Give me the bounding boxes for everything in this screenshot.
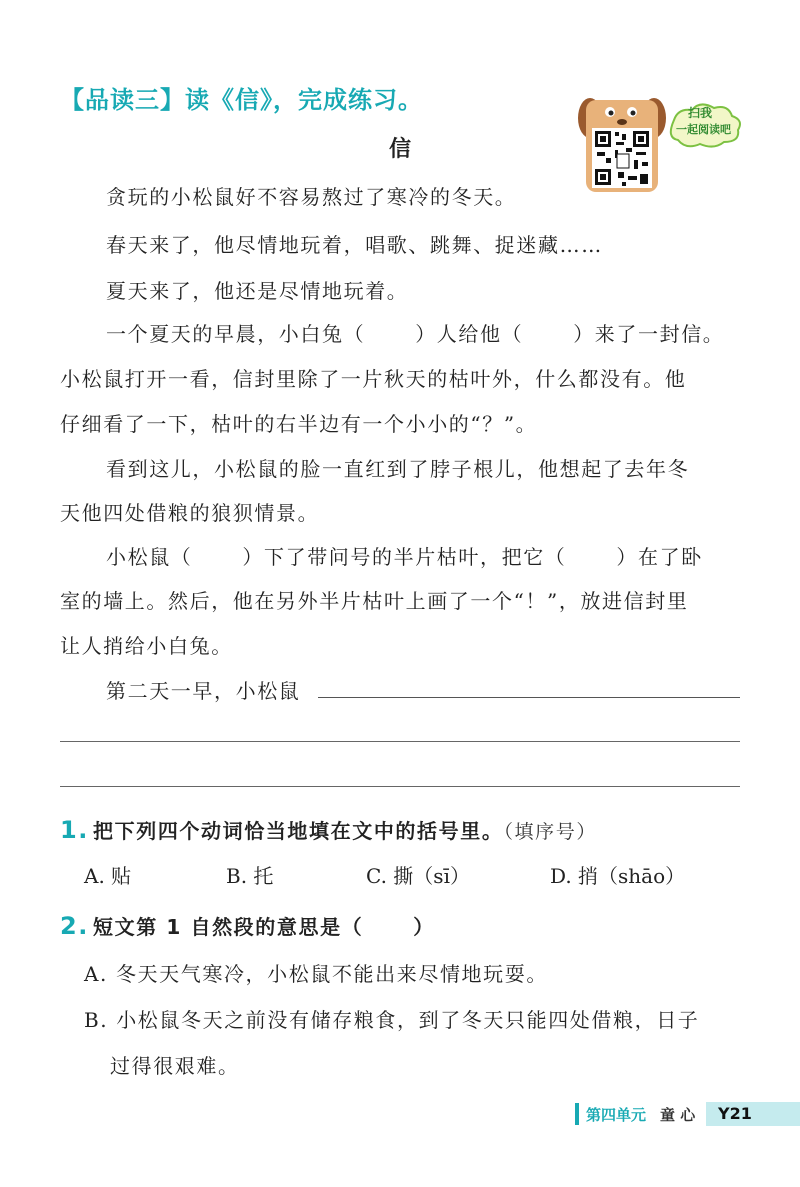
- q2-option-b[interactable]: B. 小松鼠冬天之前没有储存粮食，到了冬天只能四处借粮，日子: [84, 1008, 700, 1032]
- question-2-text: 短文第 1 自然段的意思是（: [93, 915, 364, 939]
- paragraph-6-line-1: [106, 541, 703, 570]
- paragraph-3: 夏天来了，他还是尽情地玩着。: [106, 279, 409, 303]
- story-title: 信: [388, 137, 411, 162]
- paragraph-4-line-1: [106, 318, 724, 347]
- paragraph-6-line-3: 让人捎给小白兔。: [60, 634, 233, 658]
- footer-accent-bar: [575, 1103, 579, 1125]
- qr-caption-line1: 扫我: [688, 106, 713, 120]
- paragraph-4-line-3: 仔细看了一下，枯叶的右半边有一个小小的“？”。: [60, 412, 538, 436]
- p4-part-a: 一个夏天的早晨，小白兔（: [106, 322, 366, 346]
- q2-option-a[interactable]: A. 冬天天气寒冷，小松鼠不能出来尽情地玩耍。: [84, 962, 548, 986]
- paragraph-2: 春天来了，他尽情地玩着，唱歌、跳舞、捉迷藏……: [106, 233, 603, 257]
- question-2-close: ）: [413, 915, 435, 939]
- q1-option-d[interactable]: D. 捎（shāo）: [550, 864, 686, 888]
- p6-part-c: ）在了卧: [616, 545, 703, 569]
- answer-line-2[interactable]: [60, 741, 740, 742]
- p4-part-b: ）人给他（: [415, 322, 524, 346]
- question-1-number: 1.: [60, 816, 90, 844]
- answer-line-1[interactable]: [318, 697, 740, 698]
- answer-line-3[interactable]: [60, 786, 740, 787]
- footer-title: 童 心: [660, 1106, 696, 1124]
- question-2: [60, 911, 435, 940]
- page-number: Y21: [706, 1102, 800, 1126]
- footer-unit: 第四单元: [586, 1106, 647, 1124]
- q1-option-c[interactable]: C. 撕（sī）: [366, 864, 470, 888]
- section-heading: 【品读三】读《信》，完成练习。: [60, 86, 423, 114]
- question-1: [60, 815, 597, 844]
- q1-option-b[interactable]: B. 托: [226, 864, 274, 888]
- q2-option-b-cont: 过得很艰难。: [110, 1054, 240, 1078]
- paragraph-4-line-2: 小松鼠打开一看，信封里除了一片秋天的枯叶外，什么都没有。他: [60, 367, 687, 391]
- q1-option-a[interactable]: A. 贴: [84, 864, 132, 888]
- p4-part-c: ）来了一封信。: [573, 322, 725, 346]
- question-1-text: 把下列四个动词恰当地填在文中的括号里。: [93, 819, 504, 843]
- paragraph-6-line-2: 室的墙上。然后，他在另外半片枯叶上画了一个“！”，放进信封里: [60, 589, 689, 613]
- paragraph-5-line-2: 天他四处借粮的狼狈情景。: [60, 501, 320, 525]
- paragraph-5-line-1: 看到这儿，小松鼠的脸一直红到了脖子根儿，他想起了去年冬: [106, 457, 690, 481]
- p6-part-a: 小松鼠（: [106, 545, 193, 569]
- qr-caption-line2: 一起阅读吧: [676, 123, 731, 136]
- question-2-number: 2.: [60, 912, 90, 940]
- paragraph-7: 第二天一早，小松鼠: [106, 679, 301, 703]
- question-1-note: （填序号）: [503, 821, 597, 843]
- p6-part-b: ）下了带问号的半片枯叶，把它（: [242, 545, 567, 569]
- paragraph-1: 贪玩的小松鼠好不容易熬过了寒冷的冬天。: [106, 185, 517, 209]
